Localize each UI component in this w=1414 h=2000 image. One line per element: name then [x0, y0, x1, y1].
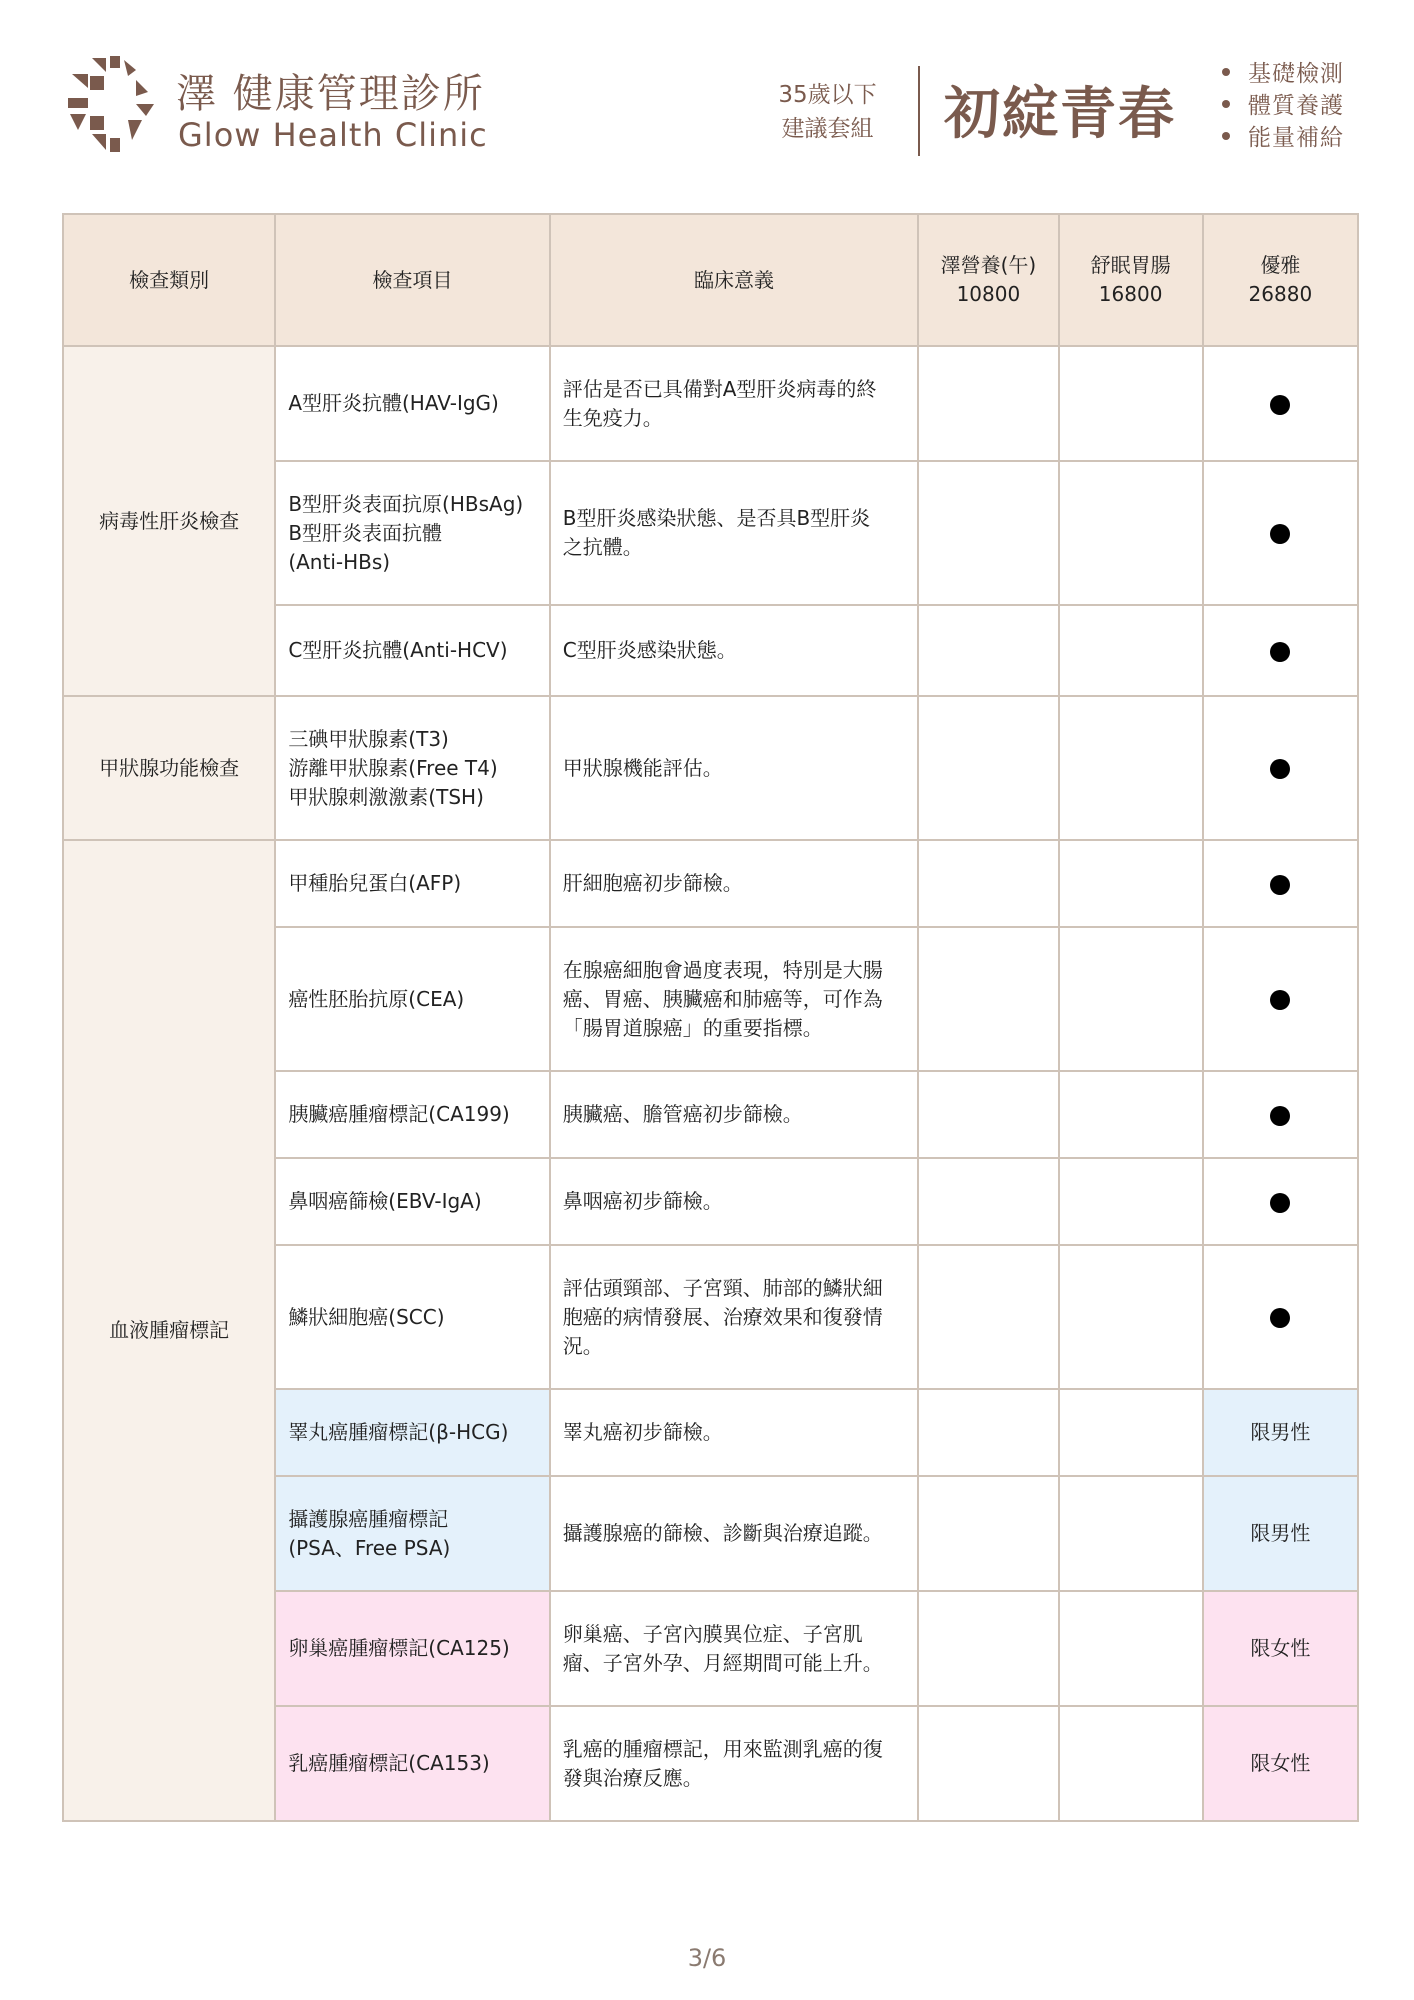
category-cell: 甲狀腺功能檢查	[63, 696, 275, 840]
category-cell: 病毒性肝炎檢查	[63, 346, 275, 696]
item-line: C型肝炎抗體(Anti-HCV)	[288, 638, 508, 662]
pkg1-cell	[918, 696, 1058, 840]
pkg2-cell	[1059, 461, 1203, 605]
item-line: 乳癌腫瘤標記(CA153)	[288, 1751, 490, 1775]
meaning-cell	[550, 1158, 919, 1245]
meaning-line: 之抗體。	[562, 535, 643, 559]
pkg1-cell	[918, 1476, 1058, 1591]
item-cell	[275, 840, 549, 927]
bullet-icon	[1222, 68, 1230, 76]
page-header	[0, 0, 1414, 200]
pkg2-cell	[1059, 840, 1203, 927]
pkg2-cell	[1059, 927, 1203, 1071]
meaning-line: 胰臟癌、膽管癌初步篩檢。	[562, 1102, 803, 1126]
pkg1-cell	[918, 461, 1058, 605]
pkg1-cell	[918, 1071, 1058, 1158]
pkg1-cell	[918, 1706, 1058, 1821]
item-cell	[275, 346, 549, 461]
exam-table	[62, 213, 1359, 1822]
meaning-line: 乳癌的腫瘤標記，用來監測乳癌的復	[562, 1736, 883, 1761]
package-title: 初綻青春	[944, 82, 1176, 147]
clinic-name-zh: 澤 健康管理診所	[176, 71, 485, 117]
meaning-cell	[550, 1071, 919, 1158]
feature-label: 基礎檢測	[1248, 61, 1344, 87]
pkg1-price: 10800	[956, 282, 1021, 306]
header-divider	[918, 66, 920, 156]
pkg2-name: 舒眠胃腸	[1090, 253, 1171, 277]
table-row	[63, 840, 1358, 927]
pkg3-cell: 限女性	[1203, 1591, 1358, 1706]
meaning-line: 瘤、子宮外孕、月經期間可能上升。	[562, 1650, 883, 1675]
item-line: 胰臟癌腫瘤標記(CA199)	[288, 1102, 510, 1126]
included-dot-icon	[1270, 642, 1290, 662]
pkg2-cell	[1059, 696, 1203, 840]
item-cell	[275, 461, 549, 605]
meaning-cell	[550, 1591, 919, 1706]
item-cell	[275, 1476, 549, 1591]
bullet-icon	[1222, 132, 1230, 140]
age-recommendation	[760, 78, 895, 146]
clinic-logo-icon	[66, 54, 156, 154]
meaning-cell	[550, 461, 919, 605]
meaning-line: 胞癌的病情發展、治療效果和復發情	[562, 1304, 883, 1329]
pkg3-cell	[1203, 1245, 1358, 1389]
meaning-cell	[550, 696, 919, 840]
table-row	[63, 346, 1358, 461]
pkg3-cell	[1203, 1158, 1358, 1245]
page-number: 3/6	[687, 1944, 727, 1972]
col-header-item: 檢查項目	[275, 214, 549, 346]
feature-item	[1222, 90, 1344, 122]
meaning-cell	[550, 1245, 919, 1389]
item-cell	[275, 696, 549, 840]
meaning-line: B型肝炎感染狀態、是否具B型肝炎	[562, 506, 871, 530]
clinic-name-en: Glow Health Clinic	[178, 116, 488, 154]
pkg3-cell	[1203, 927, 1358, 1071]
included-dot-icon	[1270, 395, 1290, 415]
pkg1-cell	[918, 1389, 1058, 1476]
pkg3-cell	[1203, 461, 1358, 605]
item-cell	[275, 1389, 549, 1476]
item-line: 鱗狀細胞癌(SCC)	[288, 1304, 445, 1329]
meaning-line: C型肝炎感染狀態。	[562, 638, 737, 662]
item-line: A型肝炎抗體(HAV-IgG)	[288, 391, 499, 415]
feature-list	[1222, 58, 1344, 154]
pkg1-cell	[918, 927, 1058, 1071]
item-line: 游離甲狀腺素(Free T4)	[288, 755, 498, 780]
feature-label: 體質養護	[1248, 93, 1344, 119]
meaning-line: 鼻咽癌初步篩檢。	[562, 1189, 723, 1213]
pkg1-cell	[918, 1158, 1058, 1245]
meaning-line: 況。	[562, 1333, 603, 1358]
included-dot-icon	[1270, 875, 1290, 895]
meaning-line: 癌、胃癌、胰臟癌和肺癌等，可作為	[562, 986, 883, 1011]
pkg2-cell	[1059, 346, 1203, 461]
pkg1-cell	[918, 346, 1058, 461]
col-header-pkg1	[918, 214, 1058, 346]
item-cell	[275, 1245, 549, 1389]
feature-item	[1222, 58, 1344, 90]
col-header-pkg2	[1059, 214, 1203, 346]
meaning-line: 睪丸癌初步篩檢。	[562, 1420, 723, 1444]
item-cell	[275, 927, 549, 1071]
pkg2-cell	[1059, 1476, 1203, 1591]
pkg3-cell	[1203, 840, 1358, 927]
meaning-line: 評估頭頸部、子宮頸、肺部的鱗狀細	[562, 1275, 883, 1300]
pkg1-name: 澤營養(午)	[940, 253, 1037, 277]
meaning-cell	[550, 346, 919, 461]
pkg2-price: 16800	[1098, 282, 1163, 306]
age-label: 35歲以下	[778, 82, 877, 108]
included-dot-icon	[1270, 990, 1290, 1010]
item-line: 睪丸癌腫瘤標記(β-HCG)	[288, 1420, 509, 1444]
meaning-line: 肝細胞癌初步篩檢。	[562, 871, 743, 895]
pkg1-cell	[918, 1591, 1058, 1706]
meaning-cell	[550, 1476, 919, 1591]
bullet-icon	[1222, 100, 1230, 108]
meaning-line: 甲狀腺機能評估。	[562, 755, 723, 780]
pkg2-cell	[1059, 1071, 1203, 1158]
meaning-cell	[550, 1389, 919, 1476]
item-cell	[275, 1158, 549, 1245]
meaning-cell	[550, 605, 919, 696]
meaning-cell	[550, 840, 919, 927]
included-dot-icon	[1270, 759, 1290, 779]
item-line: (Anti-HBs)	[288, 549, 391, 574]
included-dot-icon	[1270, 524, 1290, 544]
meaning-line: 「腸胃道腺癌」的重要指標。	[562, 1015, 823, 1040]
meaning-cell	[550, 1706, 919, 1821]
feature-item	[1222, 122, 1344, 154]
col-header-category: 檢查類別	[63, 214, 275, 346]
pkg3-cell	[1203, 346, 1358, 461]
pkg3-cell: 限男性	[1203, 1389, 1358, 1476]
pkg3-cell	[1203, 1071, 1358, 1158]
item-line: 攝護腺癌腫瘤標記	[288, 1506, 449, 1531]
item-line: 癌性胚胎抗原(CEA)	[288, 986, 465, 1011]
pkg2-cell	[1059, 1245, 1203, 1389]
item-line: B型肝炎表面抗體	[288, 520, 443, 545]
col-header-meaning: 臨床意義	[550, 214, 919, 346]
meaning-line: 在腺癌細胞會過度表現，特別是大腸	[562, 957, 883, 982]
pkg2-cell	[1059, 605, 1203, 696]
table-header-row	[63, 214, 1358, 346]
item-line: 甲狀腺刺激激素(TSH)	[288, 784, 484, 809]
item-line: 三碘甲狀腺素(T3)	[288, 726, 449, 751]
feature-label: 能量補給	[1248, 125, 1344, 151]
meaning-cell	[550, 927, 919, 1071]
pkg3-name: 優雅	[1260, 253, 1301, 277]
pkg3-cell: 限男性	[1203, 1476, 1358, 1591]
item-cell	[275, 1706, 549, 1821]
table-row	[63, 696, 1358, 840]
included-dot-icon	[1270, 1308, 1290, 1328]
pkg3-cell	[1203, 605, 1358, 696]
pkg1-cell	[918, 605, 1058, 696]
meaning-line: 攝護腺癌的篩檢、診斷與治療追蹤。	[562, 1521, 883, 1545]
pkg3-cell	[1203, 696, 1358, 840]
meaning-line: 生免疫力。	[562, 405, 663, 430]
item-line: (PSA、Free PSA)	[288, 1535, 451, 1560]
category-cell: 血液腫瘤標記	[63, 840, 275, 1821]
meaning-line: 評估是否已具備對A型肝炎病毒的終	[562, 376, 877, 401]
pkg2-cell	[1059, 1591, 1203, 1706]
recommendation-label: 建議套組	[781, 116, 874, 142]
pkg3-cell: 限女性	[1203, 1706, 1358, 1821]
pkg1-cell	[918, 840, 1058, 927]
pkg2-cell	[1059, 1389, 1203, 1476]
meaning-line: 卵巢癌、子宮內膜異位症、子宮肌	[562, 1621, 863, 1646]
item-line: 卵巢癌腫瘤標記(CA125)	[288, 1636, 510, 1660]
included-dot-icon	[1270, 1193, 1290, 1213]
pkg2-cell	[1059, 1706, 1203, 1821]
item-line: B型肝炎表面抗原(HBsAg)	[288, 491, 524, 516]
pkg2-cell	[1059, 1158, 1203, 1245]
pkg1-cell	[918, 1245, 1058, 1389]
item-line: 鼻咽癌篩檢(EBV-IgA)	[288, 1189, 482, 1213]
included-dot-icon	[1270, 1106, 1290, 1126]
item-cell	[275, 605, 549, 696]
item-cell	[275, 1591, 549, 1706]
pkg3-price: 26880	[1248, 282, 1313, 306]
item-line: 甲種胎兒蛋白(AFP)	[288, 871, 462, 895]
meaning-line: 發與治療反應。	[562, 1765, 703, 1790]
col-header-pkg3	[1203, 214, 1358, 346]
item-cell	[275, 1071, 549, 1158]
